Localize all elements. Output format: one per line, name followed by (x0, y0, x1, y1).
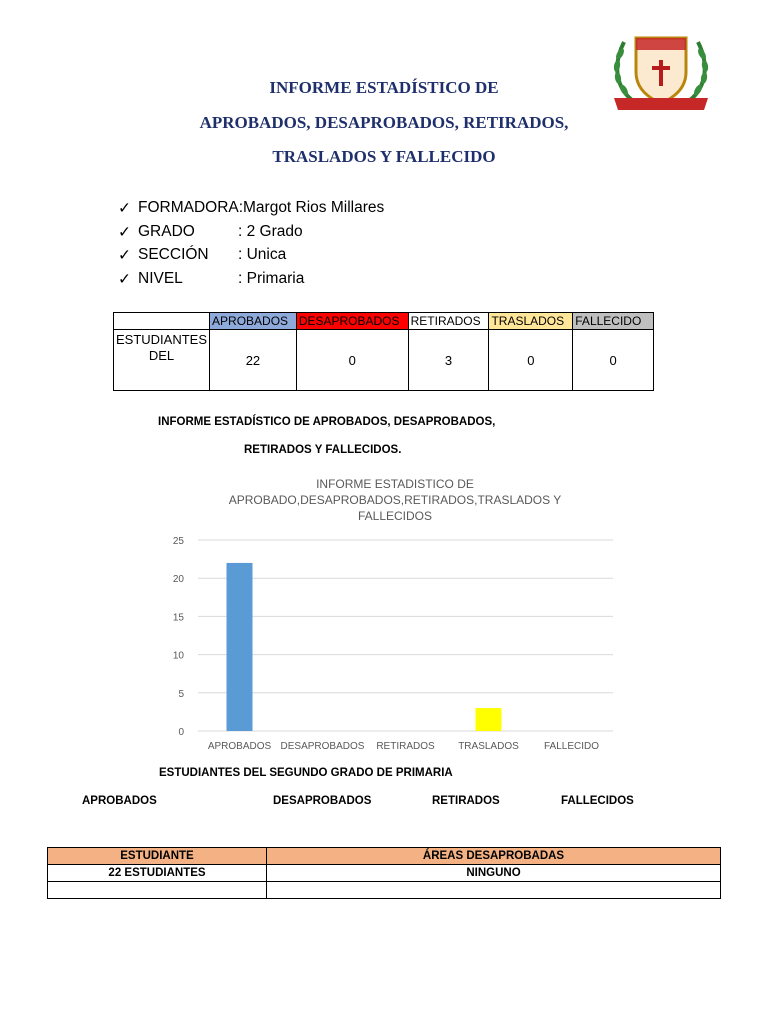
report-title-line-1: INFORME ESTADÍSTICO DE (269, 78, 499, 97)
table-row (48, 882, 721, 899)
x-tick-label: RETIRADOS (376, 741, 435, 752)
areas-cell: NINGUNO (267, 865, 721, 882)
summary-value-cell: 0 (489, 330, 573, 391)
report-title-line-2: APROBADOS, DESAPROBADOS, RETIRADOS, (199, 113, 569, 132)
summary-header-cell: FALLECIDO (573, 313, 654, 330)
report-title-line-3: TRASLADOS Y FALLECIDO (272, 147, 496, 166)
summary-header-cell: APROBADOS (210, 313, 297, 330)
bar-aprobados (227, 563, 253, 731)
students-header-cell: ÁREAS DESAPROBADAS (267, 848, 721, 865)
x-tick-label: TRASLADOS (458, 741, 519, 752)
info-value: : Primaria (238, 270, 305, 287)
chart-title-line: INFORME ESTADISTICO DE (316, 477, 474, 491)
summary-table-header-row (114, 313, 654, 330)
summary-row-label: ESTUDIANTES DEL (114, 330, 210, 391)
y-tick-label: 5 (178, 688, 184, 700)
category-label-retirados: RETIRADOS (432, 795, 500, 807)
info-label: SECCIÓN (138, 246, 209, 263)
chart-title-line: FALLECIDOS (357, 509, 433, 523)
y-tick-label: 15 (172, 612, 184, 624)
y-tick-label: 20 (172, 574, 184, 586)
students-heading: ESTUDIANTES DEL SEGUNDO GRADO DE PRIMARIA (159, 767, 453, 779)
info-value: : 2 Grado (238, 223, 303, 240)
info-value: : Unica (238, 246, 287, 263)
checkmark-icon: ✓ (118, 247, 131, 264)
category-label-fallecidos: FALLECIDOS (561, 795, 634, 807)
checkmark-icon: ✓ (118, 224, 131, 241)
checkmark-icon: ✓ (118, 200, 131, 217)
bar-chart (160, 472, 630, 757)
category-label-desaprobados: DESAPROBADOS (273, 795, 372, 807)
students-table-header-row (48, 848, 721, 865)
table-row (48, 865, 721, 882)
x-tick-label: FALLECIDO (543, 741, 600, 752)
summary-header-cell: RETIRADOS (408, 313, 489, 330)
chart-plot-area (160, 472, 630, 757)
students-cell (48, 882, 267, 899)
chart-title-line: APROBADO,DESAPROBADOS,RETIRADOS,TRASLADOS Y (228, 493, 562, 507)
areas-cell (267, 882, 721, 899)
school-logo (606, 28, 716, 116)
info-label: NIVEL (138, 270, 183, 287)
summary-value-cell: 3 (408, 330, 489, 391)
summary-header-cell: TRASLADOS (489, 313, 573, 330)
students-areas-table (47, 847, 721, 899)
summary-table-data-row (114, 330, 654, 391)
y-tick-label: 10 (172, 650, 184, 662)
info-value: Margot Rios Millares (243, 199, 385, 216)
students-cell: 22 ESTUDIANTES (48, 865, 267, 882)
bar-traslados (476, 708, 502, 731)
school-crest-icon (606, 28, 716, 116)
info-label: FORMADORA: (138, 199, 244, 216)
summary-value-cell: 22 (210, 330, 297, 391)
summary-table (113, 312, 654, 391)
info-label: GRADO (138, 223, 195, 240)
x-tick-label: APROBADOS (207, 741, 272, 752)
y-tick-label: 0 (178, 727, 184, 738)
chart-section-heading-line-1: INFORME ESTADÍSTICO DE APROBADOS, DESAPROBADOS, (158, 416, 496, 428)
chart-section-heading-line-2: RETIRADOS Y FALLECIDOS. (244, 444, 402, 456)
summary-header-cell: DESAPROBADOS (296, 313, 408, 330)
category-label-aprobados: APROBADOS (82, 795, 157, 807)
summary-value-cell: 0 (573, 330, 654, 391)
students-header-cell: ESTUDIANTE (48, 848, 267, 865)
summary-table-corner-cell (114, 313, 210, 330)
y-tick-label: 25 (172, 536, 184, 547)
checkmark-icon: ✓ (118, 271, 131, 288)
summary-value-cell: 0 (296, 330, 408, 391)
x-tick-label: DESAPROBADOS (280, 741, 365, 752)
